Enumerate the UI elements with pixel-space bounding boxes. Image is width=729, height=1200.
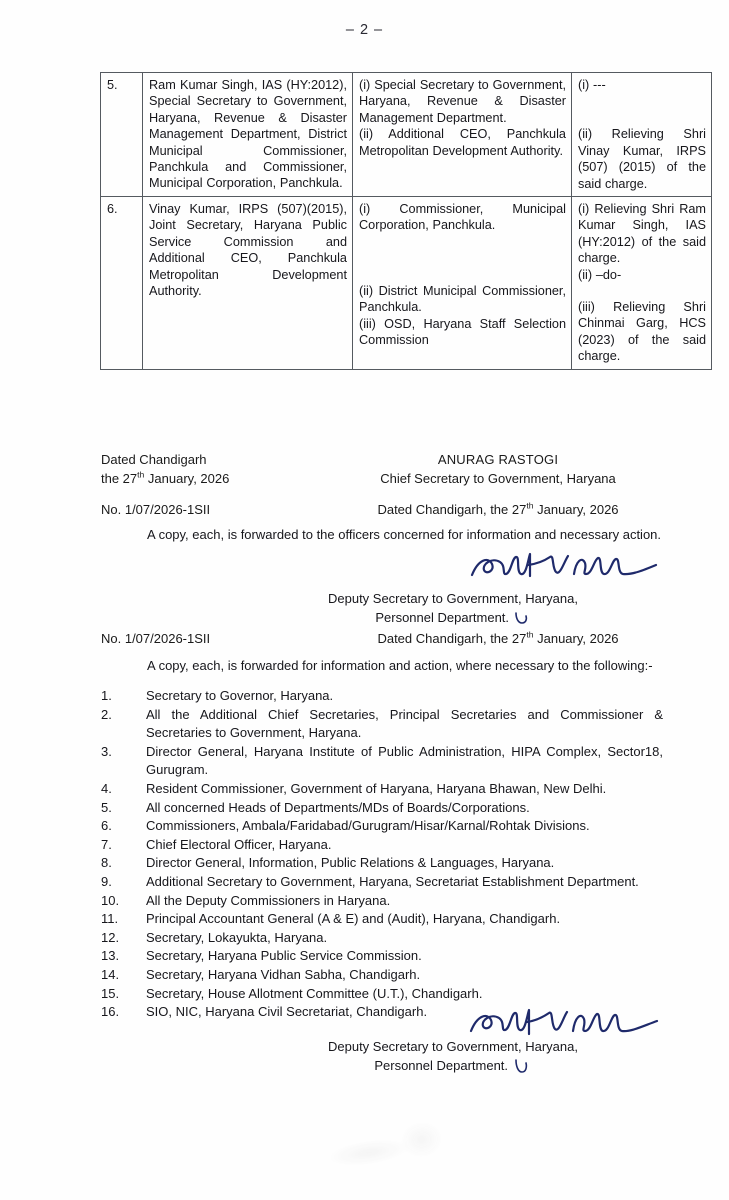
row-serial-number: 6. — [101, 197, 143, 370]
list-item-text: Principal Accountant General (A & E) and (Audit), Haryana, Chandigarh. — [146, 911, 561, 927]
date-ordinal-suffix: th — [526, 629, 534, 640]
list-item-number: 3. — [101, 743, 112, 759]
list-item-number: 8. — [101, 855, 112, 871]
signature-mark — [466, 548, 666, 586]
list-item — [101, 817, 663, 836]
endorsement-1-ref-number: No. 1/07/2026-1SII — [101, 502, 211, 517]
list-item — [101, 1003, 663, 1022]
list-item-number: 2. — [101, 706, 112, 722]
signatory-designation-line1: Deputy Secretary to Government, Haryana, — [327, 591, 578, 606]
posting-item: (ii) Additional CEO, Panchkula Metropolitan Development Authority. — [359, 127, 566, 158]
endorsement-1-header — [101, 501, 663, 520]
date-ordinal-suffix: th — [526, 500, 534, 511]
row-officer-details: Ram Kumar Singh, IAS (HY:2012), Special Secretary to Government, Haryana, Revenue & Disaster Management Department, District Municipal Commissioner, Panchkula and Commissioner, Municipal Corporation, Panchkula. — [143, 73, 353, 197]
row-posting-details — [353, 73, 572, 197]
date-ordinal-suffix: th — [137, 469, 145, 480]
closing-block — [101, 451, 663, 488]
transfer-posting-table — [100, 72, 712, 370]
page-watermark — [297, 1108, 473, 1186]
list-item-text: Secretary, Haryana Public Service Commission. — [146, 948, 422, 964]
list-item — [101, 873, 663, 892]
posting-item: (iii) OSD, Haryana Staff Selection Commission — [359, 316, 566, 348]
signature-initial-mark — [512, 1059, 532, 1075]
list-item-text: Secretary, House Allotment Committee (U.T.), Chandigarh. — [146, 985, 483, 1001]
table-row — [101, 197, 712, 370]
endorsement-1-signatory — [253, 590, 653, 627]
remark-item: (i) --- — [578, 78, 606, 92]
list-item — [101, 966, 663, 985]
list-item-text: Secretary, Haryana Vidhan Sabha, Chandigarh. — [146, 966, 421, 982]
list-item — [101, 854, 663, 873]
closing-place: Dated Chandigarh — [101, 452, 207, 467]
row-serial-number: 5. — [101, 73, 143, 197]
remark-item: (ii) Relieving Shri Vinay Kumar, IRPS (507) (2015) of the said charge. — [578, 127, 706, 191]
signatory-designation-line2: Personnel Department. — [253, 1057, 653, 1076]
list-item — [101, 799, 663, 818]
list-item-text: Director General, Information, Public Relations & Languages, Haryana. — [146, 855, 555, 871]
list-item — [101, 985, 663, 1004]
list-item-number: 5. — [101, 799, 112, 815]
list-item — [101, 947, 663, 966]
posting-item: (ii) District Municipal Commissioner, Panchkula. — [359, 283, 566, 315]
closing-date-line: the 27th January, 2026 — [101, 469, 230, 486]
list-item-text: All the Additional Chief Secretaries, Principal Secretaries and Commissioner & Secretaries to Government, Haryana. — [146, 706, 663, 741]
list-item-text: SIO, NIC, Haryana Civil Secretariat, Chandigarh. — [146, 1004, 428, 1020]
list-item — [101, 780, 663, 799]
signatory-designation-line1: Deputy Secretary to Government, Haryana, — [327, 1039, 578, 1054]
list-item-number: 13. — [101, 948, 120, 964]
list-item — [101, 836, 663, 855]
closing-date — [101, 451, 229, 488]
list-item-text: Chief Electoral Officer, Haryana. — [146, 836, 332, 852]
distribution-list — [101, 687, 663, 1022]
list-item-text: Additional Secretary to Government, Haryana, Secretariat Establishment Department. — [146, 873, 639, 889]
list-item-number: 12. — [101, 929, 120, 945]
endorsement-2-header — [101, 630, 663, 649]
list-item-number: 14. — [101, 966, 120, 982]
list-item-text: Resident Commissioner, Government of Haryana, Haryana Bhawan, New Delhi. — [146, 780, 607, 796]
posting-item: (i) Special Secretary to Government, Haryana, Revenue & Disaster Management Department. — [359, 78, 566, 125]
signatory-designation-line2: Personnel Department. — [253, 609, 653, 628]
remark-item: (i) Relieving Shri Ram Kumar Singh, IAS (HY:2012) of the said charge. — [578, 202, 706, 266]
list-item-text: All the Deputy Commissioners in Haryana. — [146, 892, 391, 908]
row-remarks — [572, 197, 712, 370]
endorsement-2-signatory — [253, 1038, 653, 1075]
list-item — [101, 929, 663, 948]
list-item-number: 1. — [101, 688, 112, 703]
list-item-text: Director General, Haryana Institute of Public Administration, HIPA Complex, Sector18, Gurugram. — [146, 743, 663, 778]
endorsement-2-body: A copy, each, is forwarded for information and action, where necessary to the following:- — [147, 658, 653, 673]
list-item-number: 16. — [101, 1004, 120, 1020]
remark-item: (ii) –do- — [578, 267, 622, 282]
table-row — [101, 73, 712, 197]
list-item-text: Commissioners, Ambala/Faridabad/Gurugram/Hisar/Karnal/Rohtak Divisions. — [146, 818, 590, 834]
posting-item: (i) Commissioner, Municipal Corporation, Panchkula. — [359, 202, 566, 233]
page-number: – 2 – — [345, 22, 384, 38]
endorsement-2-ref-number: No. 1/07/2026-1SII — [101, 631, 211, 646]
list-item-number: 11. — [101, 911, 119, 927]
authority-designation: Chief Secretary to Government, Haryana — [380, 470, 616, 486]
list-item-text: Secretary, Lokayukta, Haryana. — [146, 929, 328, 945]
signing-authority — [333, 451, 663, 488]
spacer — [578, 93, 706, 126]
endorsement-1-date: Dated Chandigarh, the 27th January, 2026 — [377, 500, 619, 517]
list-item — [101, 687, 663, 706]
row-posting-details — [353, 197, 572, 370]
row-remarks — [572, 73, 712, 197]
list-item — [101, 892, 663, 911]
authority-name: ANURAG RASTOGI — [437, 452, 559, 467]
list-item-number: 9. — [101, 873, 112, 889]
remark-item: (iii) Relieving Shri Chinmai Garg, HCS (2023) of the said charge. — [578, 300, 706, 364]
list-item — [101, 706, 663, 743]
list-item — [101, 743, 663, 780]
spacer — [578, 283, 706, 299]
signature-initial-mark — [513, 612, 531, 626]
endorsement-1-body: A copy, each, is forwarded to the officers concerned for information and necessary action. — [147, 527, 662, 542]
row-officer-details: Vinay Kumar, IRPS (507)(2015), Joint Secretary, Haryana Public Service Commission and Additional CEO, Panchkula Metropolitan Development Authority. — [143, 197, 353, 370]
list-item-number: 4. — [101, 780, 112, 796]
list-item-number: 7. — [101, 836, 112, 852]
list-item-number: 10. — [101, 892, 120, 908]
list-item-text: Secretary to Governor, Haryana. — [146, 688, 334, 703]
list-item-number: 15. — [101, 985, 120, 1001]
list-item-text: All concerned Heads of Departments/MDs of Boards/Corporations. — [146, 799, 530, 815]
list-item-number: 6. — [101, 818, 112, 834]
endorsement-2-date: Dated Chandigarh, the 27th January, 2026 — [377, 629, 619, 646]
list-item — [101, 910, 663, 929]
spacer — [359, 234, 566, 283]
